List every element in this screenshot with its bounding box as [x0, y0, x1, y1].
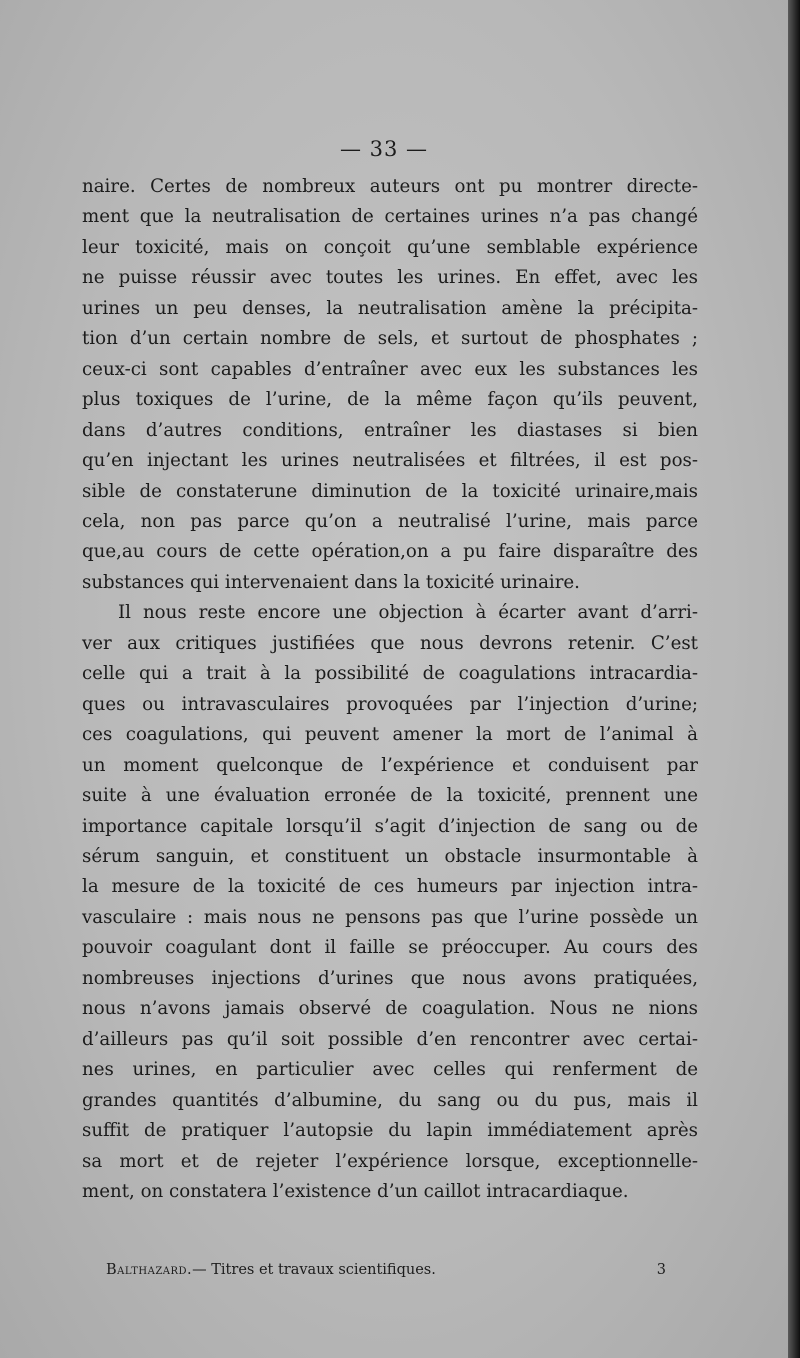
text-line: la mesure de la toxicité de ces humeurs par injection intra-: [82, 876, 698, 898]
text-line: ceux-ci sont capables d’entraîner avec eux les substances les: [82, 358, 698, 380]
text-line: vasculaire : mais nous ne pensons pas que l’urine possède un: [82, 906, 698, 928]
text-line: ver aux critiques justifiées que nous devrons retenir. C’est: [82, 632, 698, 654]
text-line: nous n’avons jamais observé de coagulation. Nous ne nions: [82, 998, 698, 1020]
text-line: nombreuses injections d’urines que nous avons pratiquées,: [82, 967, 698, 989]
text-line: importance capitale lorsqu’il s’agit d’injection de sang ou de: [82, 815, 698, 837]
page-edge-shadow: [788, 0, 800, 1358]
text-line: qu’en injectant les urines neutralisées et filtrées, il est pos-: [82, 450, 698, 472]
text-line: plus toxiques de l’urine, de la même façon qu’ils peuvent,: [82, 389, 698, 411]
text-line: suite à une évaluation erronée de la toxicité, prennent une: [82, 785, 698, 807]
text-line: d’ailleurs pas qu’il soit possible d’en rencontrer avec certai-: [82, 1028, 698, 1050]
text-line: ment, on constatera l’existence d’un caillot intracardiaque.: [82, 1180, 629, 1202]
text-line: Il nous reste encore une objection à écarter avant d’arri-: [118, 602, 698, 624]
text-line: que,au cours de cette opération,on a pu faire disparaître des: [82, 541, 698, 563]
paragraph: [82, 598, 698, 1207]
text-line: ces coagulations, qui peuvent amener la mort de l’animal à: [82, 724, 698, 746]
text-line: suffit de pratiquer l’autopsie du lapin immédiatement après: [82, 1120, 698, 1142]
text-line: ment que la neutralisation de certaines urines n’a pas changé: [82, 206, 698, 228]
page-footer: [106, 1262, 666, 1278]
text-line: naire. Certes de nombreux auteurs ont pu montrer directe-: [82, 176, 698, 197]
text-line: dans d’autres conditions, entraîner les diastases si bien: [82, 419, 698, 441]
text-line: substances qui intervenaient dans la toxicité urinaire.: [82, 571, 580, 593]
footer-author: Balthazard.: [106, 1262, 193, 1278]
text-line: leur toxicité, mais on conçoit qu’une semblable expérience: [82, 236, 698, 258]
body-text: [82, 172, 698, 1207]
text-line: sa mort et de rejeter l’expérience lorsque, exceptionnelle-: [82, 1150, 698, 1172]
text-line: nes urines, en particulier avec celles qui renferment de: [82, 1059, 698, 1081]
footer-title: — Titres et travaux scientifiques.: [192, 1262, 436, 1278]
text-line: ne puisse réussir avec toutes les urines. En effet, avec les: [82, 267, 698, 289]
text-line: ques ou intravasculaires provoquées par l’injection d’urine;: [82, 693, 698, 715]
paragraph: [82, 172, 698, 598]
page-number: — 33 —: [339, 137, 429, 161]
text-line: sible de constaterune diminution de la toxicité urinaire,mais: [82, 480, 698, 502]
text-line: cela, non pas parce qu’on a neutralisé l’urine, mais parce: [82, 510, 698, 532]
text-line: celle qui a trait à la possibilité de coagulations intracardia-: [82, 663, 698, 685]
text-line: grandes quantités d’albumine, du sang ou du pus, mais il: [82, 1089, 698, 1111]
text-line: urines un peu denses, la neutralisation amène la précipita-: [82, 297, 698, 319]
text-line: un moment quelconque de l’expérience et conduisent par: [82, 754, 698, 776]
text-line: sérum sanguin, et constituent un obstacle insurmontable à: [82, 845, 698, 867]
signature-mark: 3: [656, 1262, 666, 1278]
text-line: tion d’un certain nombre de sels, et surtout de phosphates ;: [82, 328, 698, 350]
text-line: pouvoir coagulant dont il faille se préoccuper. Au cours des: [82, 937, 698, 959]
